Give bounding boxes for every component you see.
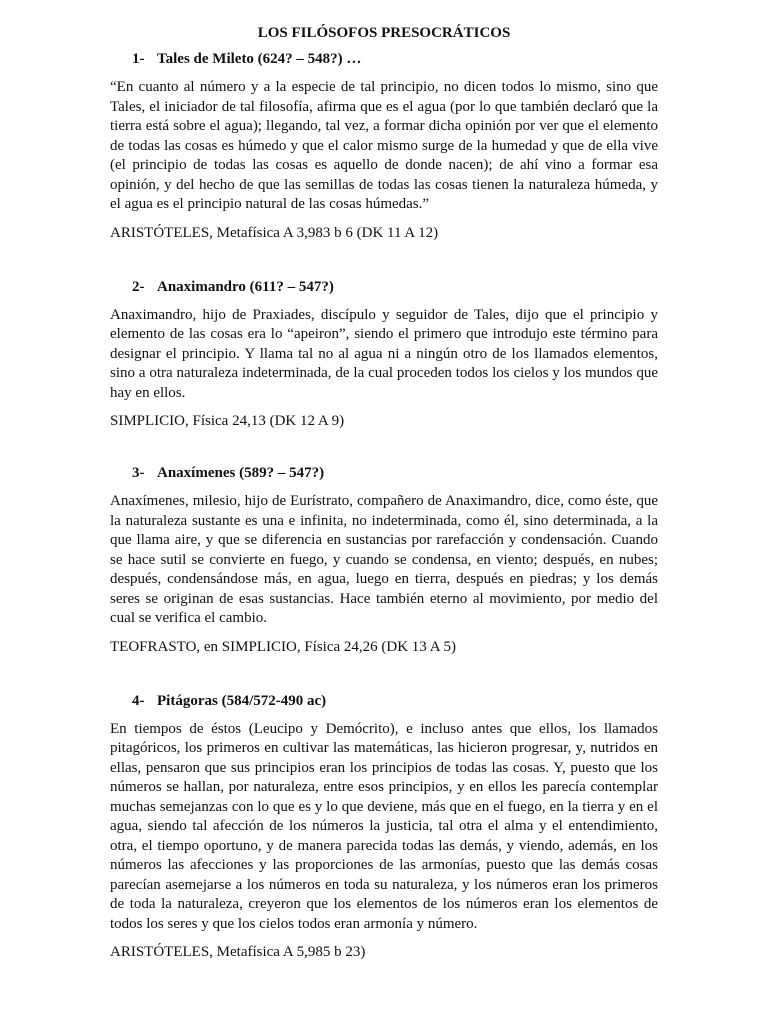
section-number: 4- — [132, 692, 145, 709]
section-heading-text: Anaximandro (611? – 547?) — [157, 278, 334, 295]
section-paragraph: “En cuanto al número y a la especie de tal principio, no dicen todos lo mismo, sino que Tales, el iniciador de tal filosofía, afirma que es el agua (por lo que también declaró que la tierra está sobre el agua); llegando, tal vez, a formar dicha opinión por ver que el elemento de todas las cosas es húmedo y que el calor mismo surge de la humedad y que de ella vive (el principio de todas las cosas es aquello de donde nacen); de ahí vino a formar esa opinión, y del hecho de que las semillas de todas las cosas tienen la naturaleza húmeda, y el agua es el principio natural de las cosas húmedas.” — [110, 79, 658, 212]
section-heading-text: Anaxímenes (589? – 547?) — [157, 465, 325, 481]
section-heading-text: Tales de Mileto (624? – 548?) … — [157, 51, 362, 67]
section-paragraph: Anaximandro, hijo de Praxiades, discípulo y seguidor de Tales, dijo que el principio y elemento de las cosas era lo “apeiron”, siendo el primero que introdujo este término para designar el principio. Y llama tal no al agua ni a ningún otro de los llamados elementos, sino a otra naturaleza indeterminada, de la cual proceden todos los cielos y los mundos que hay en ellos. — [110, 306, 658, 401]
section-citation: ARISTÓTELES, Metafísica A 3,983 b 6 (DK 11 A 12) — [110, 224, 439, 241]
section-tales — [110, 50, 658, 243]
section-anaximenes — [110, 464, 658, 657]
section-heading — [110, 278, 658, 296]
section-paragraph: En tiempos de éstos (Leucipo y Demócrito), e incluso antes que ellos, los llamados pitagóricos, los primeros en cultivar las matemáticas, las hicieron progresar, y, nutridos en ellas, pensaron que sus principios eran los principios de todas las cosas. Y, puesto que los números se hallan, por naturaleza, entre esos principios, y en ellos les parecía contemplar muchas semejanzas con lo que es y lo que deviene, más que en el fuego, en la tierra y en el agua, siendo tal afección de los números la justicia, tal otra el alma y el entendimiento, otra, el tiempo oportuno, y de manera parecida todas las demás, y viendo, además, en los números las afecciones y las proporciones de las armonías, puesto que las demás cosas parecían asemejarse a los números en toda su naturaleza, y los números eran los primeros de toda la naturaleza, creyeron que los elementos de los números eran los elementos de todos los seres y que los cielos todos eran armonía y número. — [110, 720, 658, 932]
section-number: 3- — [132, 465, 145, 481]
section-pitagoras — [110, 692, 658, 963]
section-heading — [110, 50, 658, 68]
section-anaximandro — [110, 278, 658, 432]
section-number: 2- — [132, 278, 145, 295]
section-heading-text: Pitágoras (584/572-490 ac) — [157, 692, 327, 709]
section-citation: SIMPLICIO, Física 24,13 (DK 12 A 9) — [110, 413, 345, 429]
section-heading — [110, 464, 658, 482]
section-paragraph: Anaxímenes, milesio, hijo de Eurístrato, compañero de Anaximandro, dice, como éste, que la naturaleza sustante es una e infinita, no indeterminada, como él, sino determinada, a la que llama aire, y que se diferencia en sustancias por rarefacción y condensación. Cuando se hace sutil se convierte en fuego, y cuando se condensa, en viento; después, en nubes; después, condensándose más, en agua, luego en tierra, después en piedras; y los demás seres se originan de esas sustancias. Hace también eterno al movimiento, por medio del cual se verifica el cambio. — [110, 493, 658, 626]
page-title: LOS FILÓSOFOS PRESOCRÁTICOS — [257, 25, 511, 41]
section-citation: TEOFRASTO, en SIMPLICIO, Física 24,26 (DK 13 A 5) — [110, 638, 456, 655]
section-citation: ARISTÓTELES, Metafísica A 5,985 b 23) — [110, 944, 366, 960]
section-heading — [110, 692, 658, 710]
section-number: 1- — [132, 51, 145, 67]
